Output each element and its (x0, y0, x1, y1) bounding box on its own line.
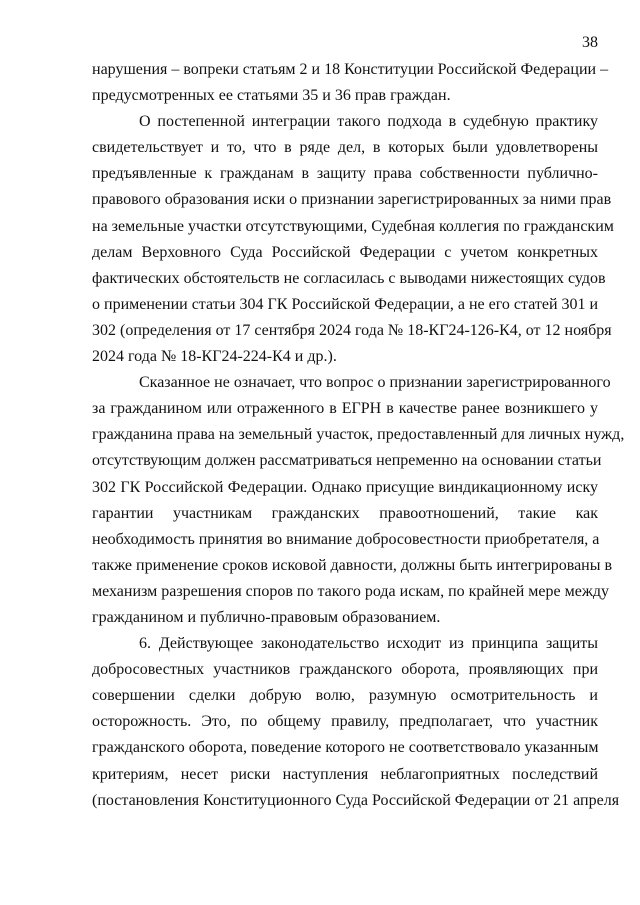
text-line: гражданина права на земельный участок, предоставленный для личных нужд, (92, 426, 625, 444)
paragraph (92, 57, 609, 109)
text-line: О постепенной интеграции такого подхода в судебную практику (139, 113, 598, 131)
text-line: механизм разрешения споров по такого рода искам, по крайней мере между (92, 582, 610, 600)
text-line: фактических обстоятельств не согласилась с выводами нижестоящих судов (92, 269, 606, 287)
text-line: за гражданином или отраженного в ЕГРН в качестве ранее возникшего у (92, 400, 598, 418)
text-line: осторожность. Это, по общему правилу, предполагает, что участник (92, 713, 598, 731)
text-line: Сказанное не означает, что вопрос о признании зарегистрированного (139, 374, 611, 392)
text-line: о применении статьи 304 ГК Российской Федерации, а не его статей 301 и (92, 295, 599, 313)
text-line: гражданского оборота, поведение которого не соответствовало указанным (92, 739, 599, 757)
text-line: критериям, несет риски наступления неблагоприятных последствий (92, 765, 598, 783)
text-line: также применение сроков исковой давности, должны быть интегрированы в (92, 556, 613, 574)
text-line: отсутствующим должен рассматриваться непременно на основании статьи (92, 452, 602, 470)
page-number: 38 (582, 34, 598, 51)
text-line: 2024 года № 18-КГ24-224-К4 и др.). (92, 348, 337, 366)
text-line: совершении сделки добрую волю, разумную осмотрительность и (92, 687, 598, 705)
text-line: (постановления Конституционного Суда Российской Федерации от 21 апреля (92, 791, 620, 809)
text-line: 302 (определения от 17 сентября 2024 года № 18-КГ24-126-К4, от 12 ноября (92, 321, 612, 339)
text-line: правового образования иски о признании зарегистрированных за ними прав (92, 191, 612, 209)
text-line: делам Верховного Суда Российской Федерации с учетом конкретных (92, 243, 598, 261)
text-line: нарушения – вопреки статьям 2 и 18 Конституции Российской Федерации – (92, 61, 609, 78)
text-line: 6. Действующее законодательство исходит из принципа защиты (139, 635, 598, 653)
paragraph (92, 109, 614, 370)
document-body (92, 57, 625, 814)
text-line: предъявленные к гражданам в защиту права собственности публично- (92, 165, 598, 183)
text-line: добросовестных участников гражданского оборота, проявляющих при (92, 661, 598, 679)
text-line: предусмотренных ее статьями 35 и 36 прав граждан. (92, 87, 451, 105)
text-line: гражданином и публично-правовым образованием. (92, 608, 441, 626)
text-line: на земельные участки отсутствующими, Судебная коллегия по гражданским (92, 217, 614, 235)
text-line: гарантии участникам гражданских правоотношений, такие как (92, 504, 598, 522)
text-line: 302 ГК Российской Федерации. Однако присущие виндикационному иску (92, 478, 598, 496)
paragraph (92, 631, 620, 814)
paragraph (92, 370, 625, 631)
text-line: необходимость принятия во внимание добросовестности приобретателя, а (92, 530, 600, 548)
text-line: свидетельствует и то, что в ряде дел, в которых были удовлетворены (92, 139, 598, 157)
